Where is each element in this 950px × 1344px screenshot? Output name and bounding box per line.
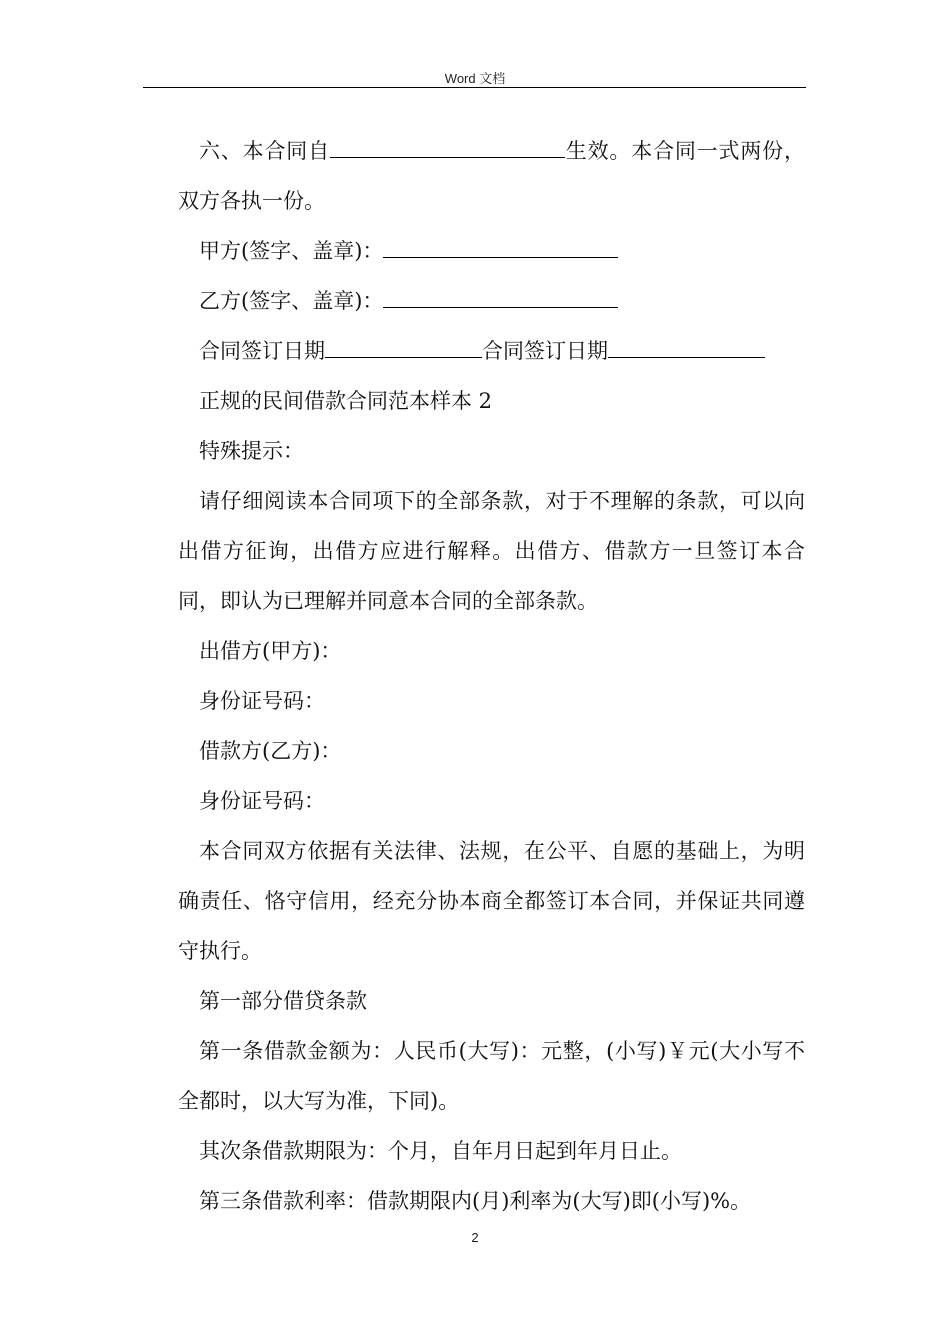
section-title: 正规的民间借款合同范本样本 2 <box>199 389 493 413</box>
borrower-id-label: 身份证号码： <box>199 789 325 813</box>
party-a-signature-blank <box>383 237 618 258</box>
signing-date-label-a: 合同签订日期 <box>199 339 325 363</box>
preamble-paragraph: 本合同双方依据有关法律、法规，在公平、自愿的基础上，为明确责任、恪守信用，经充分协本商全都签订本合同，并保证共同遵守执行。 <box>178 839 805 963</box>
effective-clause-text-after: 生效。本合同一式两份，双方各执一份。 <box>178 139 806 213</box>
effective-clause-paragraph <box>178 126 805 226</box>
lender-label: 出借方(甲方)： <box>199 639 342 663</box>
party-b-signature-label: 乙方(签字、盖章)： <box>199 289 384 313</box>
signing-date-label-b: 合同签订日期 <box>482 339 608 363</box>
signing-date-blank-a <box>325 337 482 358</box>
page-header-title: Word 文档 <box>444 71 506 86</box>
special-notice-heading: 特殊提示： <box>199 439 304 463</box>
article-two-paragraph: 其次条借款期限为：个月，自年月日起到年月日止。 <box>199 1139 682 1163</box>
party-a-signature-label: 甲方(签字、盖章)： <box>199 239 384 263</box>
page-number: 2 <box>471 1230 479 1245</box>
special-notice-paragraph: 请仔细阅读本合同项下的全部条款，对于不理解的条款，可以向出借方征询，出借方应进行解释。出借方、借款方一旦签订本合同，即认为已理解并同意本合同的全部条款。 <box>178 489 805 613</box>
article-three-paragraph: 第三条借款利率：借款期限内(月)利率为(大写)即(小写)%。 <box>199 1189 752 1213</box>
signing-date-blank-b <box>608 337 765 358</box>
article-one-paragraph: 第一条借款金额为：人民币(大写)：元整，(小写)￥元(大小写不全都时，以大写为准，下同)。 <box>178 1039 805 1113</box>
header-divider <box>143 87 806 88</box>
document-body <box>178 126 805 1226</box>
effective-date-blank <box>330 137 565 158</box>
party-b-signature-blank <box>383 287 618 308</box>
borrower-label: 借款方(乙方)： <box>199 739 342 763</box>
part-one-heading: 第一部分借贷条款 <box>199 989 367 1013</box>
party-a-signature-line <box>178 226 805 276</box>
signing-date-line <box>178 326 805 376</box>
effective-clause-text-before: 六、本合同自 <box>199 139 330 163</box>
lender-id-label: 身份证号码： <box>199 689 325 713</box>
party-b-signature-line <box>178 276 805 326</box>
